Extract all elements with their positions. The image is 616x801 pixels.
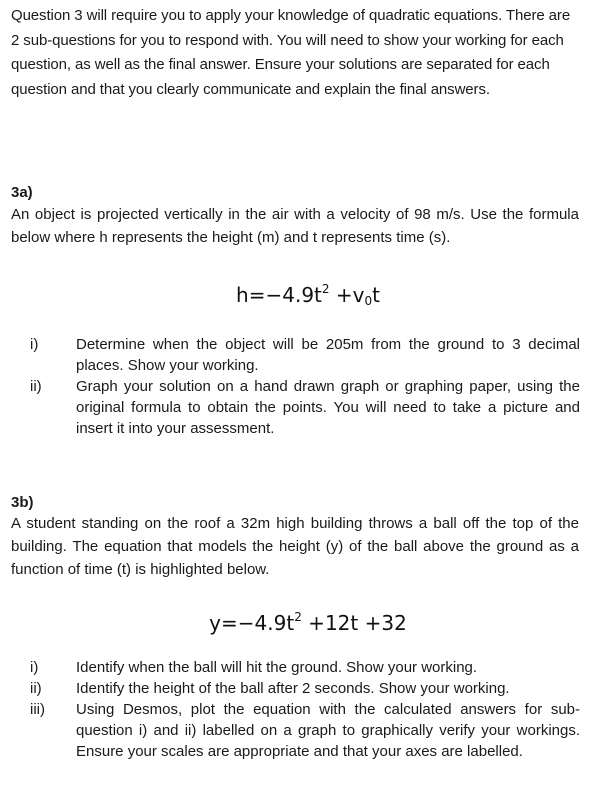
eq-3a-tail: t — [372, 283, 380, 307]
list-item-text: Determine when the object will be 205m from the ground to 3 decimal places. Show your working. — [76, 336, 580, 374]
equation-3b — [0, 603, 616, 637]
eq-3a-lhs: h — [236, 283, 249, 307]
list-item-number: ii) — [30, 680, 42, 697]
question-3b-list — [30, 657, 580, 762]
list-item-number: iii) — [30, 701, 45, 718]
equation-3a — [0, 275, 616, 315]
list-item — [30, 334, 580, 376]
eq-3a-mid: =−4.9t — [248, 283, 322, 307]
eq-3a-exp: 2 — [321, 282, 330, 296]
list-item-text: Graph your solution on a hand drawn graph or graphing paper, using the original formula to obtain the points. You will need to take a picture and insert it into your assessment. — [76, 378, 580, 437]
intro-paragraph: Question 3 will require you to apply your knowledge of quadratic equations. There are 2 sub-questions for you to respond with. You will need to show your working for each question, as well as the final answer. Ensure your solutions are separated for each question and that you clearly communicate and explain the final answers. — [11, 7, 571, 98]
question-3b-text: A student standing on the roof a 32m high building throws a ball off the top of the building. The equation that models the height (y) of the ball above the ground as a function of time (t) is highlighted below. — [11, 515, 579, 578]
list-item — [30, 376, 580, 439]
list-item — [30, 678, 580, 699]
eq-3b-mid: =−4.9t — [221, 611, 295, 635]
eq-3b-lhs: y — [209, 611, 222, 635]
list-item-text: Using Desmos, plot the equation with the calculated answers for sub-question i) and ii) labelled on a graph to graphically verify your workings. Ensure your scales are appropriate and that your axes are labelled. — [76, 701, 580, 760]
list-item — [30, 699, 580, 762]
list-item-text: Identify the height of the ball after 2 seconds. Show your working. — [76, 680, 510, 697]
eq-3b-exp: 2 — [294, 610, 302, 624]
question-3a-list — [30, 334, 580, 439]
eq-3b-tail: +12t +32 — [301, 611, 407, 635]
list-item-text: Identify when the ball will hit the ground. Show your working. — [76, 659, 478, 676]
eq-3a-plus: +v — [329, 283, 365, 307]
list-item-number: i) — [30, 659, 39, 676]
eq-3a-sub: 0 — [364, 294, 373, 308]
heading-3a: 3a) — [11, 184, 33, 201]
question-3a-text: An object is projected vertically in the air with a velocity of 98 m/s. Use the formula below where h represents the height (m) and t represents time (s). — [11, 206, 579, 246]
heading-3b: 3b) — [11, 494, 34, 511]
list-item — [30, 657, 580, 678]
list-item-number: i) — [30, 336, 39, 353]
list-item-number: ii) — [30, 378, 42, 395]
